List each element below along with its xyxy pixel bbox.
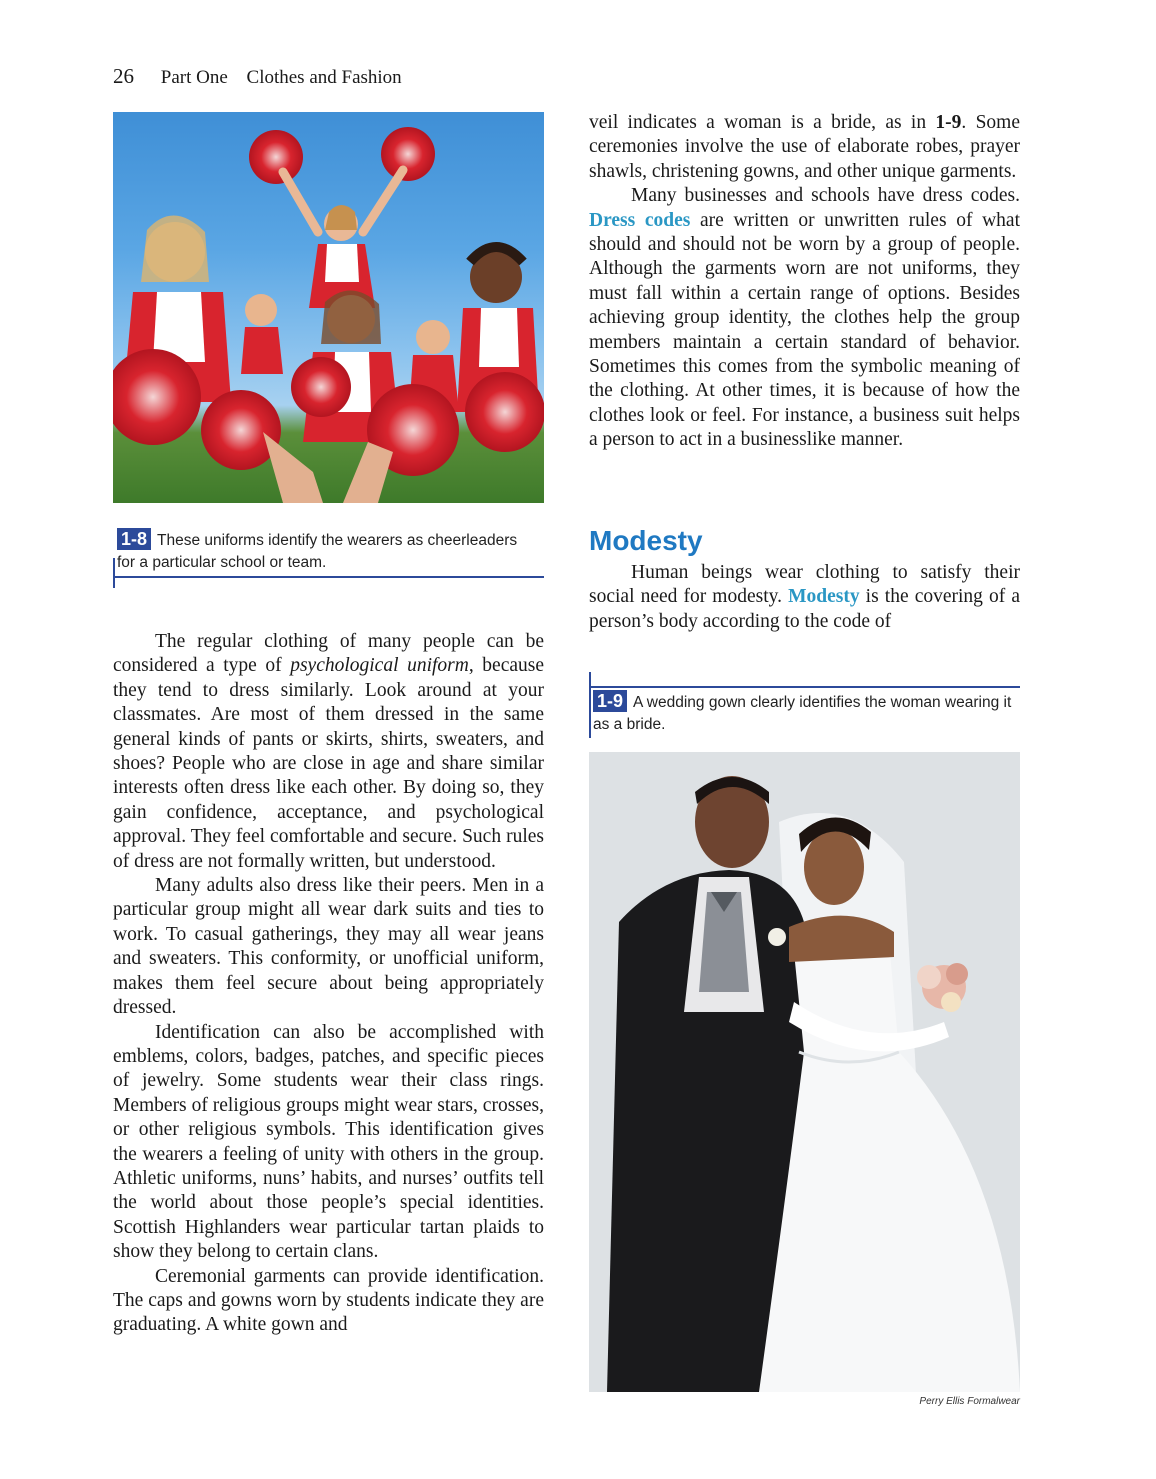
figure-caption-1-8 <box>113 528 544 588</box>
figure-number-badge: 1-9 <box>593 690 627 712</box>
paragraph: Many adults also dress like their peers. Men in a particular group might all wear dark suits and ties to work. To casual gatherings, they may all wear jeans and sweaters. This conformity, or unofficial uniform, makes them feel secure about being appropriately dressed. <box>113 875 544 1019</box>
figure-caption-1-9 <box>589 672 1020 738</box>
chapter-title: Clothes and Fashion <box>246 67 402 88</box>
figure-reference: 1-9 <box>935 112 962 133</box>
paragraph <box>589 111 1020 184</box>
paragraph: Ceremonial garments can provide identification. The caps and gowns worn by students indicate they are graduating. A white gown and <box>113 1265 544 1336</box>
caption-body <box>593 690 1014 736</box>
caption-side-rule <box>589 672 591 738</box>
text-run: are written or unwritten rules of what should and should not be worn by a group of people. Although the garments worn are not uniforms, they must fall within a certain range of options. Besides achieving group identity, the clothes help the group members maintain a certain standard of behavior. Sometimes this comes from the symbolic meaning of the clothing. At other times, it is because of how the clothes look or feel. For instance, a business suit helps a person to act in a businesslike manner. <box>589 209 1020 451</box>
caption-text: These uniforms identify the wearers as cheerleaders for a particular school or team. <box>117 532 518 571</box>
term-dress-codes: Dress codes <box>589 209 691 231</box>
caption-body <box>117 528 538 574</box>
caption-rule <box>589 686 1020 688</box>
right-column-modesty <box>589 561 1020 634</box>
wedding-illustration <box>589 752 1020 1392</box>
text-run: Many businesses and schools have dress codes. <box>631 185 1020 207</box>
caption-text: A wedding gown clearly identifies the woman wearing it as a bride. <box>593 694 1012 733</box>
term-psychological-uniform: psychological uniform <box>290 655 469 677</box>
paragraph: Identification can also be accomplished with emblems, colors, badges, patches, and specific pieces of jewelry. Some students wear their class rings. Members of religious groups might wear stars, crosses, or other religious symbols. This identification gives the wearers a feeling of unity with others in the group. Athletic uniforms, nuns’ habits, and nurses’ outfits tell the world about those people’s special identities. Scottish Highlanders wear particular tartan plaids to show they belong to certain clans. <box>113 1021 544 1263</box>
caption-side-rule <box>113 558 115 588</box>
page-number: 26 <box>113 64 134 88</box>
paragraph <box>589 561 1020 634</box>
cheerleaders-illustration <box>113 112 544 503</box>
figure-number-badge: 1-8 <box>117 528 151 550</box>
section-heading-modesty: Modesty <box>589 525 703 556</box>
text-run: , because they tend to dress similarly. Look around at your classmates. Are most of them dressed in the same general kinds of pants or skirts, shirts, sweaters, and shoes? People who are close in age and share similar interests often dress like each other. By doing so, they gain confidence, acceptance, and psychological approval. They feel comfortable and secure. Such rules of dress are not formally written, but understood. <box>113 655 544 872</box>
wedding-photo <box>589 752 1020 1392</box>
right-column-top <box>589 111 1020 453</box>
text-run: The regular clothing of many people can be considered a type of <box>113 631 544 677</box>
text-run: is the covering of a person’s body according to the code of <box>589 586 1020 632</box>
cheerleaders-photo <box>113 112 544 503</box>
paragraph <box>113 630 544 874</box>
caption-rule <box>113 576 544 578</box>
running-head <box>113 64 402 89</box>
paragraph <box>589 184 1020 452</box>
text-run: . Some ceremonies involve the use of elaborate robes, prayer shawls, christening gowns, and other unique garments. <box>589 112 1021 182</box>
text-run: veil indicates a woman is a bride, as in <box>589 112 936 133</box>
text-run: Human beings wear clothing to satisfy their social need for modesty. <box>589 562 1020 608</box>
term-modesty: Modesty <box>788 586 860 608</box>
left-column <box>113 630 544 1338</box>
photo-credit: Perry Ellis Formalwear <box>919 1396 1020 1407</box>
part-label: Part One <box>160 67 228 88</box>
